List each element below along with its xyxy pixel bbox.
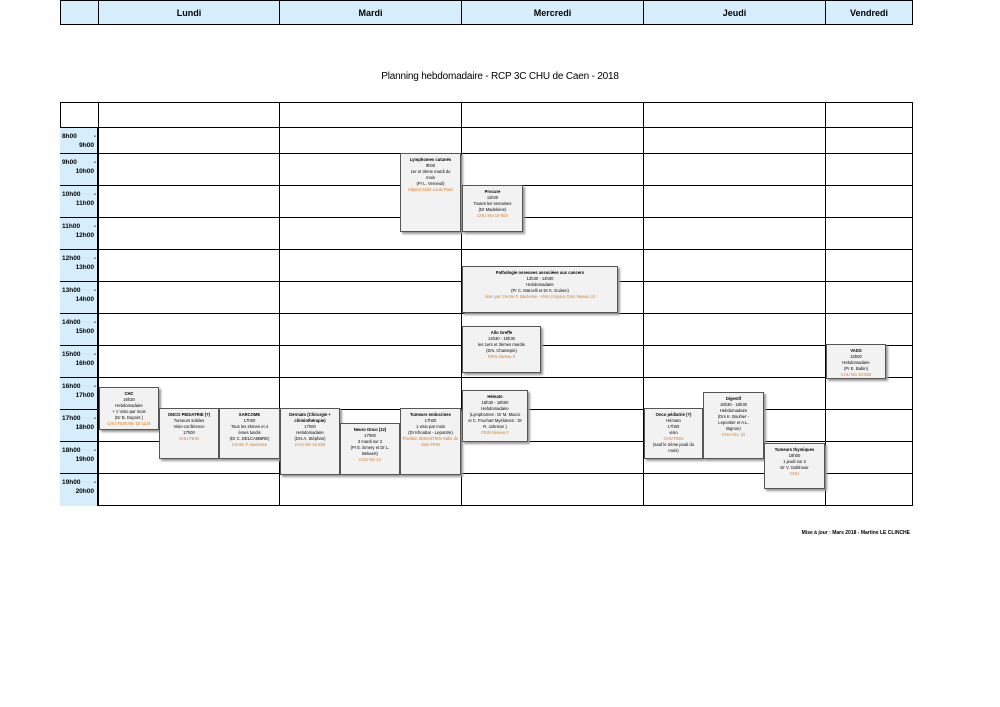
- slot-start: 19h00: [62, 479, 81, 486]
- header-jeudi: Jeudi: [643, 0, 826, 25]
- grid-row-line: [60, 153, 913, 154]
- event-digestif[interactable]: Digestif 16h30 - 18h30 Hebdomadaire (Drs K. Bouhier - Lepontier et A.L. Bignon) CHU Niv. 10: [703, 392, 764, 459]
- slot-end: 13h00: [75, 264, 94, 271]
- slot-end: 15h00: [75, 328, 94, 335]
- slot-start: 18h00: [62, 447, 81, 454]
- event-tumeurs-thymiques[interactable]: Tumeurs thymiques 18h00 1 jeudi sur 2 Dr V. Gulkhouir CHU: [764, 443, 825, 489]
- event-onco-pediatrie-lundi[interactable]: ONCO PEDIATRIE (?) Tumeurs solides Visio-conférence 17h00 CHU FEIN: [159, 408, 219, 459]
- slot-start: 15h00: [62, 351, 81, 358]
- header-mardi: Mardi: [279, 0, 462, 25]
- event-sarcome[interactable]: SARCOME 17h00 Tous les 2èmes et 4 èmes lundis (Dr C. DELCAMBRE) Centre F. Baclesse: [219, 408, 280, 459]
- event-dermato[interactable]: Dermato (Chirurgie + chimiothérapie) 17h00 Hebdomadaire (Drs A. Stéphan) CHU Niv 10-503: [280, 408, 340, 475]
- grid-col-line: [98, 102, 99, 506]
- slot-dash: -: [93, 287, 96, 294]
- event-chc[interactable]: CHC 16h30 Hebdomadaire + 1 Visio par mois (Dr B. Dupont ) CHU FEIN Niv 10-1134: [99, 387, 159, 430]
- slot-dash: -: [93, 479, 96, 486]
- event-pathologie-osseuses[interactable]: Pathologie osseuses associées aux cancers 12h30 - 14h00 Hebdomadaire (Pr C. Marcelli et Dr K. Guisen) Visio par Centre F. Baclesse - Visio (noyau) CHU Niveau 12: [462, 266, 618, 313]
- time-slot: [60, 473, 98, 506]
- slot-dash: -: [93, 159, 96, 166]
- event-allo-greffe[interactable]: Allo Greffe 14h30 - 15h30 les 1ers et 3èmes mardis (Drs. Chantepie) FEIN Niveau 0: [462, 326, 541, 373]
- slot-start: 9h00: [62, 159, 77, 166]
- slot-start: 17h00: [62, 415, 81, 422]
- time-slot: [60, 185, 98, 217]
- time-slot: [60, 409, 98, 441]
- event-lymphomes-cutanes[interactable]: Lymphomes cutanés 9h00 1er et 3ème mardi du mois (Pr L. Verneuil) Hôpital Saint Louis Paris: [400, 153, 461, 232]
- slot-dash: -: [93, 319, 96, 326]
- slot-end: 10h00: [75, 168, 94, 175]
- slot-dash: -: [93, 191, 96, 198]
- header-corner: [60, 0, 99, 25]
- event-tumeurs-endocrines[interactable]: Tumeurs endocrines 17h00 1 visio par mois (Dr Khoubar - Lepontre) Pavillon SEBASTIEN Salle de visio FEIN: [400, 408, 461, 475]
- page-title: Planning hebdomadaire - RCP 3C CHU de Caen - 2018: [381, 71, 619, 82]
- slot-dash: -: [93, 223, 96, 230]
- header-mercredi: Mercredi: [461, 0, 644, 25]
- slot-end: 20h00: [75, 488, 94, 495]
- slot-dash: -: [93, 133, 96, 140]
- slot-end: 9h00: [79, 142, 94, 149]
- header-lundi: Lundi: [98, 0, 280, 25]
- event-neuro-onco[interactable]: Neuro Onco (12) 17h00 3 mardi sur 2 (Pr E. Emery et Dr L. Bekaert) CHU Niv 12: [340, 423, 400, 475]
- slot-dash: -: [93, 383, 96, 390]
- slot-end: 12h00: [75, 232, 94, 239]
- time-slot: [60, 313, 98, 345]
- time-slot: [60, 377, 98, 409]
- time-slot: [60, 249, 98, 281]
- event-hemato-mercredi[interactable]: Hémato 16h30 - 18h00 Hebdomadaire (Lymphomes : Dr M. Macro et C. Fruchart Myélomes : Dr R. Johnson ) FEIN Niveau 0: [462, 390, 528, 442]
- time-slot: [60, 127, 98, 153]
- slot-dash: -: [93, 351, 96, 358]
- event-vads[interactable]: VADS 15h00 Hebdomadaire (Pr E. Babin) CHU Niv 10-503: [826, 344, 886, 379]
- time-slot: [60, 281, 98, 313]
- slot-start: 16h00: [62, 383, 81, 390]
- slot-dash: -: [93, 255, 96, 262]
- slot-dash: -: [93, 447, 96, 454]
- slot-start: 13h00: [62, 287, 81, 294]
- grid-row-line: [60, 377, 913, 378]
- slot-start: 14h00: [62, 319, 81, 326]
- slot-end: 17h00: [75, 392, 94, 399]
- time-slot: [60, 153, 98, 185]
- header-vendredi: Vendredi: [825, 0, 913, 25]
- grid-row-line: [60, 313, 913, 314]
- time-slot: [60, 217, 98, 249]
- slot-end: 16h00: [75, 360, 94, 367]
- slot-dash: -: [93, 415, 96, 422]
- slot-start: 12h00: [62, 255, 81, 262]
- slot-end: 18h00: [75, 424, 94, 431]
- slot-start: 11h00: [62, 223, 81, 230]
- time-slot: [60, 345, 98, 377]
- grid-row-line: [60, 249, 913, 250]
- slot-end: 14h00: [75, 296, 94, 303]
- slot-end: 19h00: [75, 456, 94, 463]
- slot-end: 11h00: [75, 200, 94, 207]
- time-slot: [60, 441, 98, 473]
- grid-col-line: [825, 102, 826, 506]
- slot-start: 8h00: [62, 133, 77, 140]
- update-note: Mise à jour : Mars 2018 - Martine LE CLINCHE: [801, 530, 910, 536]
- event-procure[interactable]: Procure 11h00 Toutes les semaines (Dr Madeleine) CHU Niv 10-503: [462, 185, 523, 232]
- grid-row-line: [60, 127, 913, 128]
- slot-start: 10h00: [62, 191, 81, 198]
- event-onco-pediatrie-jeudi[interactable]: Onco pédiatrie (?) Hémato 17h00 visio CHU FEIN (sauf le 2ème jeudi du mois): [644, 408, 703, 459]
